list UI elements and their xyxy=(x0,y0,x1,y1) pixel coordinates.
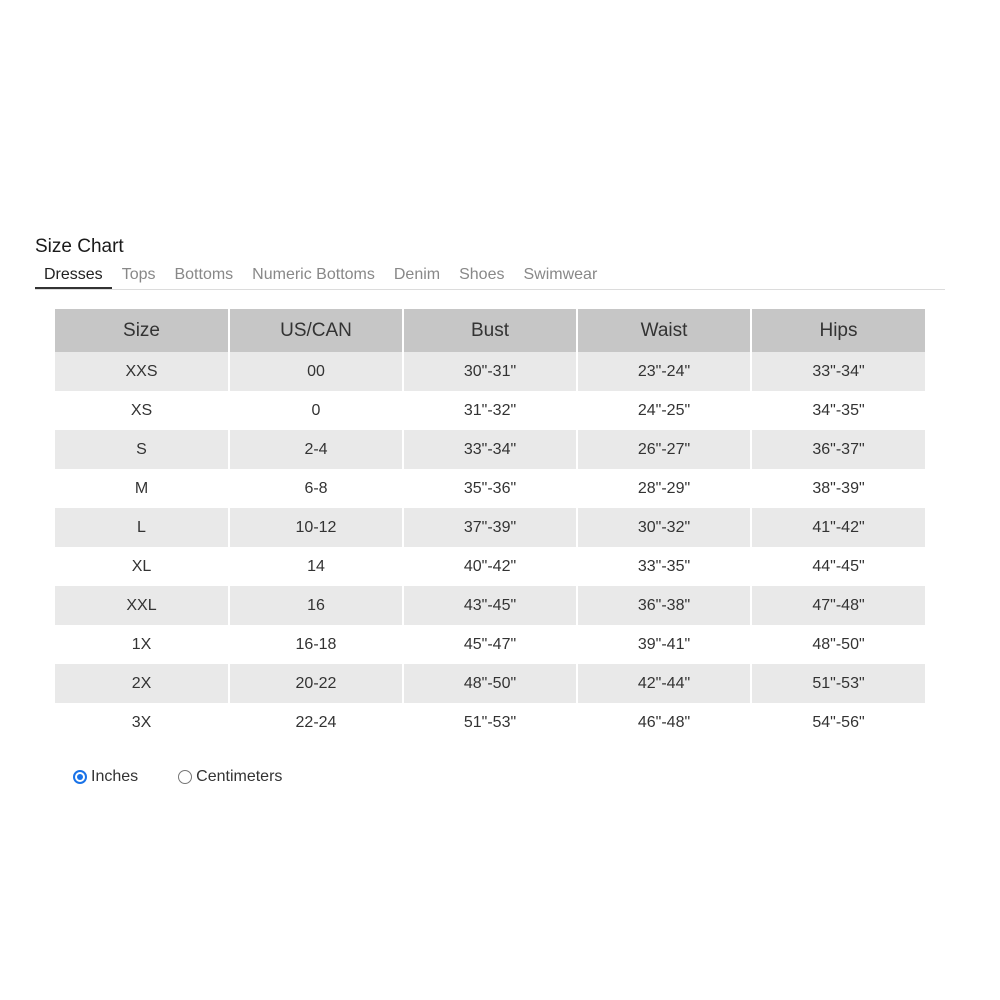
cell-us-can: 20-22 xyxy=(229,664,403,703)
cell-hips: 47"-48" xyxy=(751,586,925,625)
inches-label: Inches xyxy=(91,768,139,785)
inches-radio[interactable] xyxy=(73,770,87,784)
column-header-bust: Bust xyxy=(403,309,577,352)
centimeters-radio[interactable] xyxy=(178,770,192,784)
cell-hips: 36"-37" xyxy=(751,430,925,469)
tab-shoes[interactable]: Shoes xyxy=(459,266,505,283)
tab-swimwear[interactable]: Swimwear xyxy=(523,266,598,283)
column-header-us-can: US/CAN xyxy=(229,309,403,352)
centimeters-label: Centimeters xyxy=(196,768,283,785)
cell-us-can: 2-4 xyxy=(229,430,403,469)
table-body xyxy=(55,352,925,742)
cell-us-can: 0 xyxy=(229,391,403,430)
cell-bust: 51"-53" xyxy=(403,703,577,742)
table-row xyxy=(55,391,925,430)
cell-size: XS xyxy=(55,391,229,430)
cell-waist: 46"-48" xyxy=(577,703,751,742)
cell-waist: 30"-32" xyxy=(577,508,751,547)
cell-hips: 51"-53" xyxy=(751,664,925,703)
cell-size: XL xyxy=(55,547,229,586)
cell-size: 3X xyxy=(55,703,229,742)
size-chart-table xyxy=(55,309,925,742)
cell-size: L xyxy=(55,508,229,547)
inches-option[interactable] xyxy=(73,768,138,786)
cell-waist: 36"-38" xyxy=(577,586,751,625)
cell-size: XXS xyxy=(55,352,229,391)
cell-hips: 41"-42" xyxy=(751,508,925,547)
tab-dresses[interactable]: Dresses xyxy=(35,262,112,289)
cell-size: 1X xyxy=(55,625,229,664)
cell-hips: 48"-50" xyxy=(751,625,925,664)
table-row xyxy=(55,547,925,586)
category-tabs xyxy=(35,262,945,290)
tab-tops[interactable]: Tops xyxy=(121,266,156,283)
cell-waist: 42"-44" xyxy=(577,664,751,703)
cell-size: M xyxy=(55,469,229,508)
cell-bust: 37"-39" xyxy=(403,508,577,547)
cell-us-can: 14 xyxy=(229,547,403,586)
table-row xyxy=(55,508,925,547)
cell-waist: 24"-25" xyxy=(577,391,751,430)
cell-us-can: 22-24 xyxy=(229,703,403,742)
cell-hips: 33"-34" xyxy=(751,352,925,391)
cell-bust: 40"-42" xyxy=(403,547,577,586)
table-row xyxy=(55,586,925,625)
cell-size: XXL xyxy=(55,586,229,625)
column-header-hips: Hips xyxy=(751,309,925,352)
table-row xyxy=(55,664,925,703)
tab-denim[interactable]: Denim xyxy=(393,266,441,283)
table-row xyxy=(55,430,925,469)
table-row xyxy=(55,703,925,742)
cell-hips: 34"-35" xyxy=(751,391,925,430)
cell-bust: 45"-47" xyxy=(403,625,577,664)
cell-bust: 43"-45" xyxy=(403,586,577,625)
cell-size: 2X xyxy=(55,664,229,703)
cell-us-can: 00 xyxy=(229,352,403,391)
cell-size: S xyxy=(55,430,229,469)
cell-bust: 35"-36" xyxy=(403,469,577,508)
column-header-size: Size xyxy=(55,309,229,352)
cell-waist: 23"-24" xyxy=(577,352,751,391)
cell-waist: 33"-35" xyxy=(577,547,751,586)
centimeters-option[interactable] xyxy=(178,768,282,786)
cell-waist: 39"-41" xyxy=(577,625,751,664)
unit-selector xyxy=(73,768,282,786)
column-header-waist: Waist xyxy=(577,309,751,352)
cell-us-can: 16 xyxy=(229,586,403,625)
table-row xyxy=(55,352,925,391)
cell-waist: 26"-27" xyxy=(577,430,751,469)
cell-hips: 44"-45" xyxy=(751,547,925,586)
table-row xyxy=(55,469,925,508)
table-row xyxy=(55,625,925,664)
cell-bust: 30"-31" xyxy=(403,352,577,391)
table-header-row xyxy=(55,309,925,352)
cell-bust: 48"-50" xyxy=(403,664,577,703)
cell-waist: 28"-29" xyxy=(577,469,751,508)
cell-hips: 38"-39" xyxy=(751,469,925,508)
page-title: Size Chart xyxy=(35,236,124,257)
cell-us-can: 6-8 xyxy=(229,469,403,508)
cell-bust: 33"-34" xyxy=(403,430,577,469)
cell-us-can: 16-18 xyxy=(229,625,403,664)
tab-bottoms[interactable]: Bottoms xyxy=(174,266,234,283)
tab-numeric-bottoms[interactable]: Numeric Bottoms xyxy=(252,266,375,283)
cell-bust: 31"-32" xyxy=(403,391,577,430)
cell-us-can: 10-12 xyxy=(229,508,403,547)
cell-hips: 54"-56" xyxy=(751,703,925,742)
